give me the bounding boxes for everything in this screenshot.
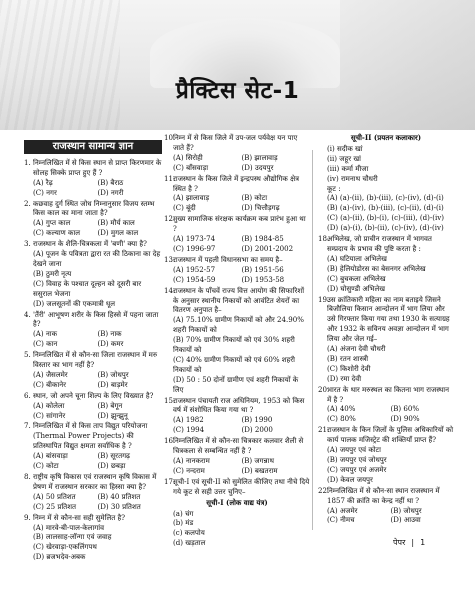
footer-label: पेपर bbox=[393, 538, 406, 547]
option-grid bbox=[164, 193, 310, 213]
code-heading: कूट : bbox=[327, 183, 341, 193]
question-text: स्थान, जो अपने चूना शिल्प के लिए विख्यात है? bbox=[33, 390, 154, 400]
column-1 bbox=[24, 132, 162, 562]
question-row bbox=[164, 477, 310, 497]
question-item bbox=[318, 425, 454, 484]
option: (B) मौर्य काल bbox=[97, 218, 135, 228]
option: (C) नीमच bbox=[327, 515, 355, 525]
option: (B) 70% ग्रामीण निकायों को एवं 30% शहरी निकायों को bbox=[173, 335, 295, 355]
question-text: निम्नलिखित में से कौन-सा जिला राजस्थान में मरु विस्तार का भाग नहीं है? bbox=[33, 350, 158, 370]
option: (A) कोलेला bbox=[33, 400, 65, 410]
option: (C) 25 प्रतिशत bbox=[33, 501, 76, 511]
option: (B) 1990 bbox=[241, 415, 273, 425]
question-number: 16. bbox=[164, 436, 176, 446]
option: (B) 1951-56 bbox=[241, 264, 284, 274]
option: (B) झालावाड़ bbox=[241, 152, 278, 162]
list-heading: सूची-I (लोक वाद्य यंत्र) bbox=[206, 497, 268, 507]
question-text: निम्नलिखित में से कौन-सा चित्रकार कलवार शैली से चित्रकला से सम्बन्धित नहीं है ? bbox=[173, 436, 304, 456]
question-text: उस क्रांतिकारी महिला का नाम बताइये जिसने बिजौलिया किसान आन्दोलन में भाग लिया और उसे गिरफ्तार किया गया तथा 1930 के सत्याग्रह और 1932 के सविनय अवज्ञा आन्दोलन में भाग लिया और जेल गई– bbox=[327, 294, 450, 344]
question-text: निम्न में से कौन-सा सही सुमेलित है? bbox=[33, 512, 126, 522]
question-text: सूची-I एवं सूची-II को सुमेलित कीजिए तथा नीचे दिये गये कूट से सही उत्तर चुनिए– bbox=[173, 476, 310, 496]
option: (D) 50 : 50 दोनों ग्रामीण एवं शहरी निकायों के लिए bbox=[173, 374, 299, 394]
option: (A) 50 प्रतिशत bbox=[33, 491, 76, 501]
page-title: प्रैक्टिस सेट-1 bbox=[175, 78, 300, 104]
question-text: राष्ट्रीय कृषि विकास एवं राजस्थान कृषि विकास में प्रेषण में राजस्थान सरकार का हिस्सा क्या है? bbox=[33, 472, 157, 491]
option-list bbox=[318, 344, 454, 384]
question-item bbox=[24, 472, 162, 512]
option: (A) 1973-74 bbox=[173, 234, 216, 244]
question-row bbox=[24, 513, 162, 523]
question-item bbox=[164, 436, 310, 476]
question-row bbox=[164, 255, 310, 265]
option: (D) 1953-58 bbox=[241, 274, 285, 284]
code-option: (A) (a)-(ii), (b)-(iii), (c)-(iv), (d)-(i) bbox=[327, 193, 444, 203]
option-list bbox=[318, 445, 454, 485]
question-number: 8. bbox=[24, 472, 31, 481]
option: (C) बूंदी bbox=[173, 203, 196, 213]
question-row bbox=[164, 214, 310, 234]
question-text: निम्नलिखित में से कौन-सा स्थान राजस्थान में 1857 की क्रांति का केन्द्र नहीं था ? bbox=[327, 485, 440, 505]
option-grid bbox=[24, 370, 162, 390]
option: (D) 30 प्रतिशत bbox=[97, 501, 141, 511]
question-text: राजस्थान के किन जिलों के पुलिस अधिकारियों को कार्य पालक मजिस्ट्रेट की शक्तियाँ प्राप्त हैं? bbox=[327, 425, 454, 445]
option: (B) बैराठ bbox=[97, 177, 124, 187]
question-text: राजस्थान में पहली विधानसभा का समय है– bbox=[173, 254, 283, 264]
option: (A) 1952-57 bbox=[173, 264, 216, 274]
question-list-2 bbox=[164, 133, 310, 548]
question-number: 7. bbox=[24, 421, 31, 431]
option: (C) नगर bbox=[33, 187, 57, 197]
option: (D) आउवा bbox=[390, 515, 421, 525]
question-text: राजस्थान के किस जिले में इन्द्रपस्थ औद्योगिक क्षेत्र स्थित है ? bbox=[173, 173, 300, 193]
option: (A) सिरोही bbox=[173, 152, 203, 162]
option: (A) पूजन के पवित्रता द्वारा रत की ठिकाना का देह देखने जाना bbox=[33, 249, 161, 268]
option: (A) जैसलमेर bbox=[33, 369, 68, 379]
option: (C) 40% ग्रामीण निकायों को एवं 60% शहरी निकायों को bbox=[173, 354, 296, 374]
option: (C) जयपुर एवं अजमेर bbox=[327, 464, 387, 474]
list-item: (iv) रामनाथ चौधरी bbox=[327, 173, 378, 183]
option: (B) ठुमरी नृत्य bbox=[33, 268, 72, 278]
option: (D) कमर bbox=[97, 339, 124, 349]
question-number: 18. bbox=[318, 234, 330, 244]
question-text: निम्नलिखित में से किस ताप विद्युत परियोजना (Thermal Power Projects) की प्रतिस्थापित विद्युत क्षमता सर्वाधिक है ? bbox=[33, 421, 148, 451]
option: (B) लालसाह-लॉन्गा एवं जवाह bbox=[33, 532, 112, 542]
option: (D) बखतराम bbox=[241, 465, 278, 475]
question-number: 10. bbox=[164, 133, 176, 142]
question-text: 'तैंरी' आभूषण शरीर के किस हिस्से में पहना जाता है? bbox=[33, 309, 159, 329]
question-number: 21. bbox=[318, 425, 330, 435]
question-item bbox=[164, 214, 310, 254]
question-number: 5. bbox=[24, 350, 31, 360]
option-grid bbox=[24, 218, 162, 238]
question-text: निम्नलिखित में से किस स्थान से प्राप्त किरणमार के सोलह सिक्के प्राप्त हुए हैं ? bbox=[33, 157, 162, 177]
question-row bbox=[318, 385, 454, 405]
option: (B) हेलियोडोरस का बेसनगर अभिलेख bbox=[327, 263, 426, 273]
question-item bbox=[24, 199, 162, 239]
question-number: 2. bbox=[24, 198, 31, 208]
list-item: (i) सदीक खां bbox=[327, 143, 363, 153]
option-grid bbox=[164, 153, 310, 173]
option: (A) रैढ़ bbox=[33, 177, 53, 187]
option-grid bbox=[164, 265, 310, 285]
option: (A) जयपुर एवं कोटा bbox=[327, 445, 381, 455]
question-text: कछवाह दुर्ग स्थित जोध निम्नानुसार विजय स्तम्भ किस काल का माना जाता है? bbox=[33, 198, 155, 218]
code-options bbox=[318, 193, 454, 233]
question-number: 20. bbox=[318, 384, 330, 394]
question-number: 11. bbox=[164, 173, 176, 183]
option: (D) मुगल काल bbox=[97, 228, 139, 238]
option: (A) बांसवाड़ा bbox=[33, 451, 68, 461]
question-number: 9. bbox=[24, 512, 31, 522]
option: (C) किशोरी देवी bbox=[327, 363, 371, 373]
question-number: 17. bbox=[164, 476, 176, 486]
question-item bbox=[24, 310, 162, 350]
question-list-3 bbox=[318, 234, 454, 525]
question-row bbox=[24, 158, 162, 178]
section-title: राजस्थान सामान्य ज्ञान bbox=[24, 140, 162, 154]
question-item bbox=[318, 486, 454, 526]
option: (B) जगन्नाथ bbox=[241, 456, 274, 465]
option: (B) बेगून bbox=[97, 400, 123, 410]
question-item bbox=[24, 239, 162, 308]
option: (C) कान bbox=[33, 339, 58, 349]
question-row bbox=[24, 391, 162, 401]
page-number: 1 bbox=[420, 538, 426, 547]
question-row bbox=[318, 486, 454, 506]
question-number: 19. bbox=[318, 294, 330, 304]
question-item bbox=[318, 385, 454, 425]
question-row bbox=[24, 472, 162, 492]
option-list bbox=[24, 523, 162, 563]
question-row bbox=[164, 174, 310, 194]
background-texture bbox=[0, 0, 120, 130]
match-list bbox=[318, 144, 454, 184]
option: (A) गुप्त काल bbox=[33, 218, 71, 228]
question-row bbox=[164, 436, 310, 456]
question-number: 1. bbox=[24, 157, 31, 167]
option: (B) 60% bbox=[390, 404, 420, 414]
option: (A) अंजना देवी चौधरी bbox=[327, 344, 386, 354]
question-row bbox=[24, 239, 162, 249]
option: (A) मारवे-बी-पाल-केलागांव bbox=[33, 522, 104, 532]
question-row bbox=[318, 234, 454, 254]
option-grid bbox=[164, 456, 310, 476]
question-item bbox=[318, 234, 454, 293]
code-option: (C) (a)-(ii), (b)-(i), (c)-(iii), (d)-(iv) bbox=[327, 213, 445, 223]
question-item bbox=[164, 174, 310, 214]
column-divider bbox=[312, 150, 313, 530]
option: (D) उदयपुर bbox=[241, 162, 274, 172]
question-item bbox=[164, 133, 310, 173]
option-grid bbox=[318, 506, 454, 526]
option: (C) खेरवाड़ा-एकलिंगपथ bbox=[33, 542, 97, 552]
option: (C) बीकानेर bbox=[33, 379, 67, 389]
option: (A) झालावाड़ bbox=[173, 193, 210, 203]
option: (D) चित्तौड़गढ़ bbox=[241, 203, 280, 213]
question-item bbox=[24, 421, 162, 471]
option: (c) कलपोय bbox=[173, 528, 205, 538]
option: (d) खड़ताल bbox=[173, 538, 206, 548]
question-item bbox=[164, 477, 310, 548]
option: (D) 2001-2002 bbox=[241, 243, 294, 253]
option-list bbox=[164, 509, 310, 549]
option-grid bbox=[24, 401, 162, 421]
option: (B) नाक bbox=[97, 329, 122, 339]
question-row bbox=[318, 425, 454, 445]
option: (D) 2000 bbox=[241, 425, 273, 435]
question-row bbox=[24, 421, 162, 451]
option: (B) सूरतगढ़ bbox=[97, 451, 131, 461]
question-item bbox=[24, 513, 162, 563]
code-option: (D) (a)-(i), (b)-(ii), (c)-(iv), (d)-(iv) bbox=[327, 223, 444, 233]
question-number: 6. bbox=[24, 390, 31, 400]
question-item bbox=[164, 255, 310, 285]
option: (D) ब्रजभदेव-अबक bbox=[33, 552, 86, 562]
option: (B) 40 प्रतिशत bbox=[97, 491, 141, 501]
option: (D) जलसूतनों की एकमात्री धूल bbox=[33, 298, 116, 308]
option: (B) जोधपुर bbox=[390, 505, 422, 515]
option: (D) बाड़मेर bbox=[97, 379, 128, 389]
question-item bbox=[24, 391, 162, 421]
option: (D) नगरी bbox=[97, 187, 124, 197]
question-text: राजस्थान पंचायती राज अधिनियम, 1953 को किस वर्ष में संशोधित किया गया था ? bbox=[173, 395, 305, 415]
option: (C) 1954-59 bbox=[173, 274, 216, 284]
option: (B) कोटा bbox=[241, 193, 268, 203]
option: (C) बाँसवाड़ा bbox=[173, 162, 209, 172]
question-row bbox=[164, 286, 310, 316]
list-item: (iii) कर्मा मीजा bbox=[327, 163, 369, 173]
option: (A) नाक bbox=[33, 329, 57, 339]
question-number: 15. bbox=[164, 395, 176, 405]
option-grid bbox=[24, 329, 162, 349]
option-list bbox=[318, 254, 454, 294]
option: (B) जोधपुर bbox=[97, 369, 129, 379]
option: (B) 1984-85 bbox=[241, 234, 284, 244]
option: (A) 75.10% ग्रामीण निकायों को और 24.90% शहरी निकायों को bbox=[173, 315, 304, 335]
question-item bbox=[164, 396, 310, 436]
option-grid bbox=[24, 451, 162, 471]
question-row bbox=[164, 133, 310, 153]
option: (C) 1994 bbox=[173, 425, 205, 435]
option: (B) रतन शास्त्री bbox=[327, 353, 369, 363]
option: (C) सांगानेर bbox=[33, 410, 66, 420]
question-text: भारत के थार मरुस्थल का कितना भाग राजस्थान में है ? bbox=[327, 384, 450, 404]
option: (D) छबड़ा bbox=[97, 461, 126, 471]
option: (B) जयपुर एवं जोधपुर bbox=[327, 455, 387, 464]
question-number: 22. bbox=[318, 485, 330, 495]
question-number: 12. bbox=[164, 214, 176, 224]
option: (C) नन्दराम bbox=[173, 465, 205, 475]
option: (A) अजमेर bbox=[327, 505, 358, 515]
option: (a) चंग bbox=[173, 508, 194, 518]
question-text: अभिलेख, जो प्राचीन राजस्थान में भागवत सम्प्रदाय के प्रभाव की पुष्टि करता है : bbox=[327, 234, 432, 253]
option: (C) 1996-97 bbox=[173, 243, 216, 253]
question-item bbox=[24, 158, 162, 198]
option: (C) कल्याण काल bbox=[33, 228, 81, 238]
option-grid bbox=[24, 492, 162, 512]
question-text: मुख्य सामाजिक संरक्षक कार्यक्रम कब प्रारंभ हुआ था ? bbox=[173, 214, 306, 234]
column-3 bbox=[318, 132, 454, 525]
hand-image bbox=[340, 0, 475, 130]
question-row bbox=[24, 310, 162, 330]
option: (C) कोटा bbox=[33, 461, 59, 471]
option: (A) नानकराम bbox=[173, 456, 210, 465]
question-text: निम्न में से किस जिले में उप-जल पर्यवेक्ष यन पाए जाते हैं? bbox=[173, 133, 298, 152]
question-number: 4. bbox=[24, 309, 31, 319]
option-grid bbox=[318, 404, 454, 424]
question-row bbox=[164, 396, 310, 416]
option-grid bbox=[164, 415, 310, 435]
option-grid bbox=[164, 234, 310, 254]
question-number: 14. bbox=[164, 285, 176, 295]
question-item bbox=[318, 295, 454, 384]
option: (C) 80% bbox=[327, 414, 356, 424]
option: (b) मंड bbox=[173, 518, 194, 528]
option: (D) रमा देवी bbox=[327, 373, 362, 383]
page-footer bbox=[393, 537, 425, 548]
option: (C) विवाह के पश्चात दूल्हन को दूसरी बार ससुराल भेजना bbox=[33, 278, 142, 298]
hero-banner bbox=[0, 0, 475, 130]
question-row bbox=[24, 350, 162, 370]
column-2 bbox=[164, 132, 310, 548]
question-number: 3. bbox=[24, 239, 31, 249]
option: (A) घटियाला अभिलेख bbox=[327, 253, 387, 263]
question-row bbox=[318, 295, 454, 345]
code-option: (B) (a)-(iv), (b)-(iii), (c)-(ii), (d)-(i) bbox=[327, 203, 444, 213]
question-item bbox=[164, 286, 310, 395]
question-text: राजस्थान के शैलि-चित्रकला में 'बणी' क्या है? bbox=[33, 239, 147, 249]
option: (D) 90% bbox=[390, 414, 420, 424]
footer-separator: | bbox=[411, 538, 415, 547]
question-text: राजस्थान के पाँचवें राज्य वित्त आयोग की सिफारिशों के अनुसार स्थानीय निकायों को आवंटित शेयरों का वितरण अनुपात है– bbox=[173, 285, 305, 315]
question-row bbox=[24, 199, 162, 219]
list-item: (ii) जहूर खां bbox=[327, 153, 361, 163]
option: (C) बुचकला अभिलेख bbox=[327, 273, 386, 283]
list-heading: सूची-II (प्रयतन कलाकार) bbox=[350, 133, 422, 142]
question-item bbox=[24, 350, 162, 390]
question-number: 13. bbox=[164, 254, 176, 264]
option-list bbox=[24, 249, 162, 308]
option: (A) 40% bbox=[327, 404, 356, 414]
option-grid bbox=[24, 178, 162, 198]
question-list-1 bbox=[24, 158, 162, 562]
option: (D) घोसुण्डी अभिलेख bbox=[327, 283, 386, 293]
option: (D) झुन्झुनू bbox=[97, 410, 128, 420]
option-list bbox=[164, 315, 310, 394]
option: (A) 1982 bbox=[173, 415, 204, 425]
option: (D) केवल जयपुर bbox=[327, 474, 373, 484]
